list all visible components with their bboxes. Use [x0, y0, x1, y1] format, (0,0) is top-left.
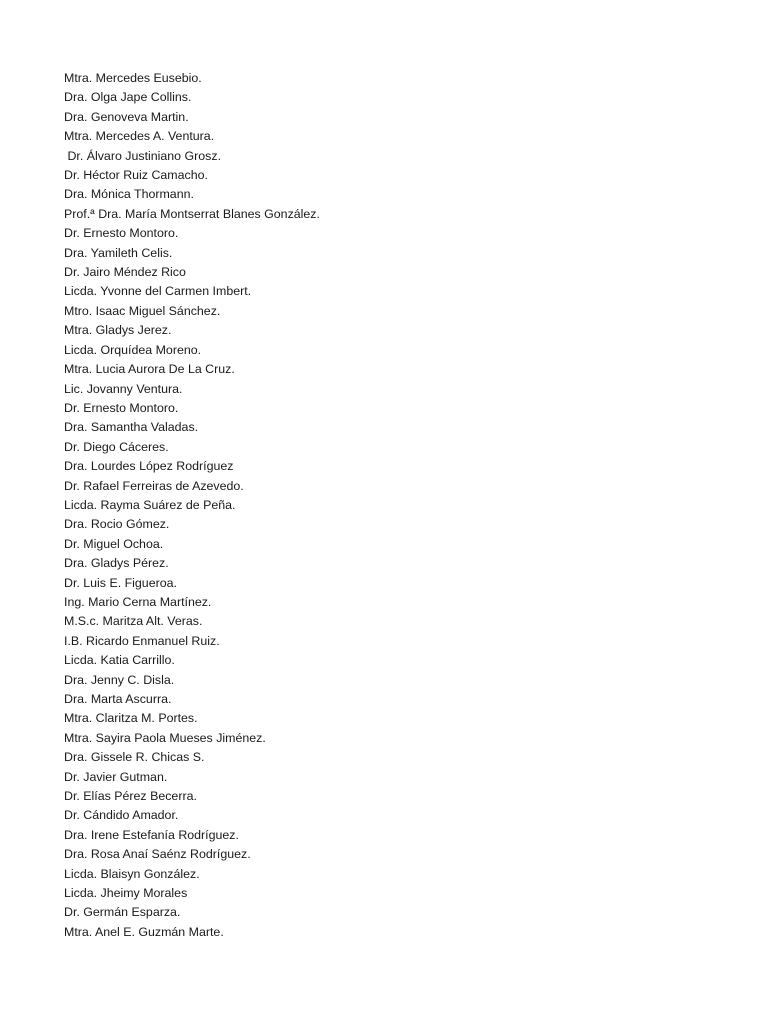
name-entry: Dra. Rosa Anaí Saénz Rodríguez. [64, 847, 251, 862]
name-entry: Dr. Diego Cáceres. [64, 439, 169, 454]
name-entry: Mtra. Lucia Aurora De La Cruz. [64, 362, 235, 377]
name-entry: Mtra. Claritza M. Portes. [64, 711, 198, 726]
name-list [64, 69, 320, 942]
name-entry: Dra. Genoveva Martin. [64, 109, 189, 124]
name-entry: Dra. Irene Estefanía Rodríguez. [64, 827, 239, 842]
name-entry: Mtro. Isaac Miguel Sánchez. [64, 303, 221, 318]
name-entry: Dr. Ernesto Montoro. [64, 226, 179, 241]
name-entry: Dra. Rocio Gómez. [64, 517, 170, 532]
name-entry: Dr. Javier Gutman. [64, 769, 168, 784]
name-entry: Dra. Jenny C. Disla. [64, 672, 175, 687]
name-entry: I.B. Ricardo Enmanuel Ruiz. [64, 633, 220, 648]
name-entry: Dr. Cándido Amador. [64, 808, 179, 823]
name-entry: Lic. Jovanny Ventura. [64, 381, 183, 396]
name-entry: Dr. Elías Pérez Becerra. [64, 789, 197, 804]
name-entry: Dr. Miguel Ochoa. [64, 536, 164, 551]
name-entry: Licda. Rayma Suárez de Peña. [64, 497, 236, 512]
name-entry: Licda. Orquídea Moreno. [64, 342, 202, 357]
name-entry: Dra. Marta Ascurra. [64, 692, 172, 706]
name-entry: Licda. Yvonne del Carmen Imbert. [64, 284, 252, 299]
name-entry: Dr. Jairo Méndez Rico [64, 265, 186, 280]
name-entry: Dra. Yamileth Celis. [64, 245, 173, 260]
name-entry: Dra. Lourdes López Rodríguez [64, 459, 234, 474]
name-entry: Dra. Olga Jape Collins. [64, 90, 192, 105]
name-entry: Dr. Rafael Ferreiras de Azevedo. [64, 478, 244, 493]
name-entry: Dra. Gladys Pérez. [64, 556, 169, 571]
name-entry: Mtra. Mercedes A. Ventura. [64, 129, 215, 144]
name-entry: Dr. Álvaro Justiniano Grosz. [64, 148, 222, 163]
name-entry: Dra. Gissele R. Chicas S. [64, 750, 205, 765]
name-entry: Ing. Mario Cerna Martínez. [64, 594, 212, 609]
name-entry: Licda. Blaisyn González. [64, 866, 200, 881]
name-entry: Dr. Héctor Ruiz Camacho. [64, 168, 208, 183]
name-entry: Dra. Mónica Thormann. [64, 187, 194, 202]
name-entry: Mtra. Sayira Paola Mueses Jiménez. [64, 730, 266, 745]
name-entry: Dra. Samantha Valadas. [64, 420, 199, 435]
name-entry: Dr. Germán Esparza. [64, 905, 181, 920]
name-entry: Dr. Luis E. Figueroa. [64, 575, 177, 590]
name-entry: Mtra. Gladys Jerez. [64, 323, 172, 338]
name-entry: Mtra. Anel E. Guzmán Marte. [64, 924, 224, 939]
name-entry: M.S.c. Maritza Alt. Veras. [64, 614, 203, 629]
name-entry: Dr. Ernesto Montoro. [64, 400, 179, 415]
name-entry: Licda. Jheimy Morales [64, 886, 188, 901]
name-entry: Prof.ª Dra. María Montserrat Blanes González. [64, 206, 320, 221]
name-entry: Mtra. Mercedes Eusebio. [64, 71, 202, 85]
name-entry: Licda. Katia Carrillo. [64, 653, 175, 668]
